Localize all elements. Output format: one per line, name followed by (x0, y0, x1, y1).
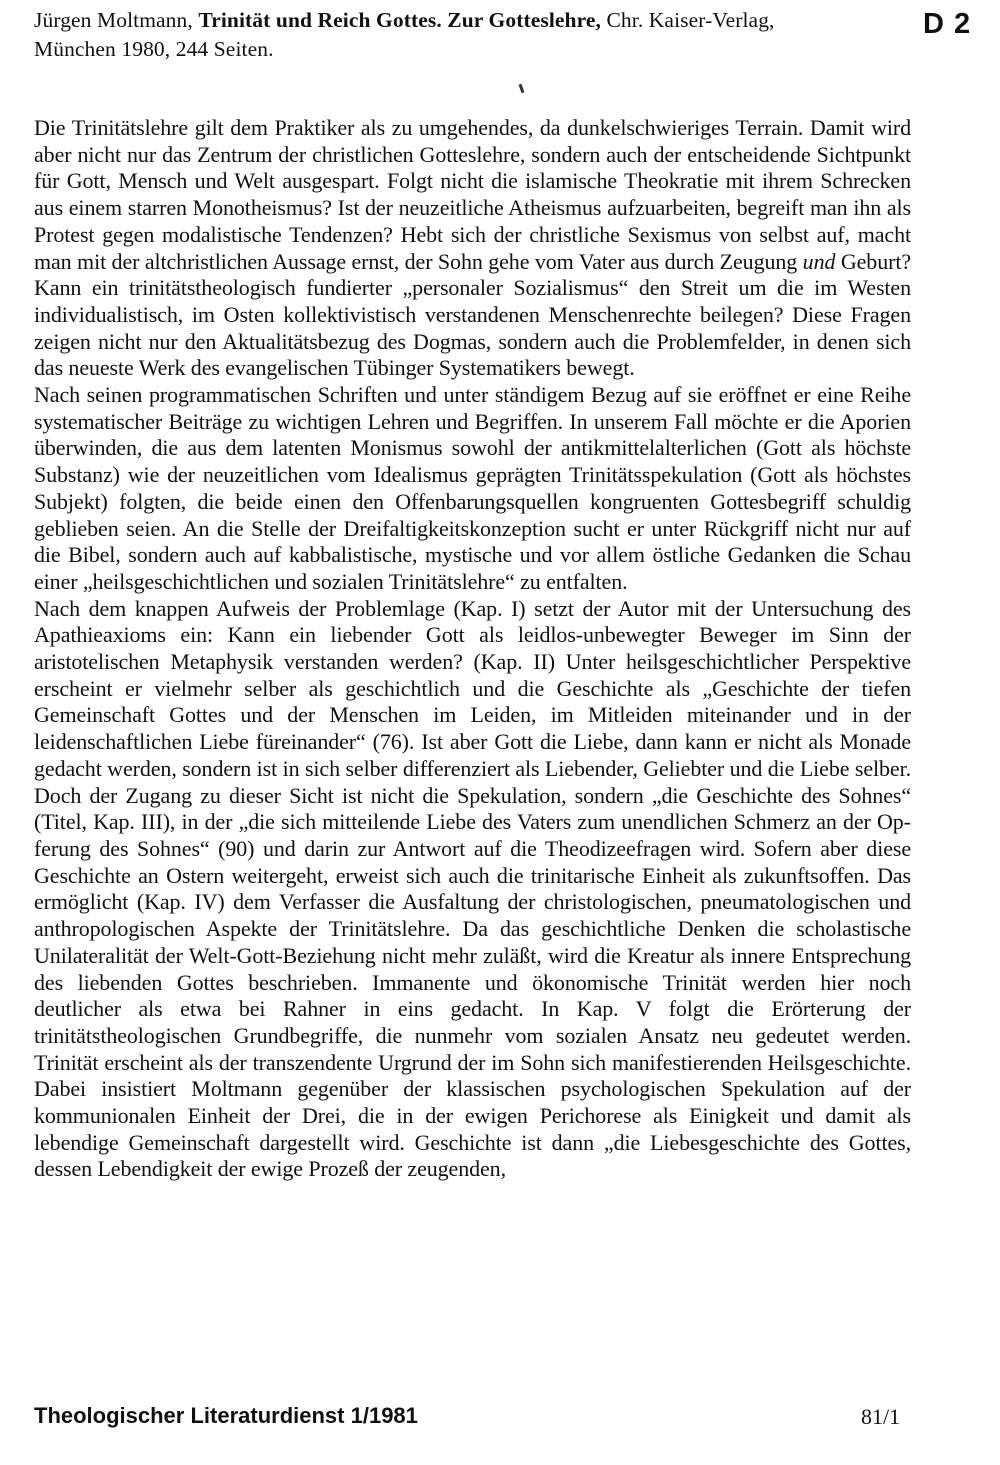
review-paragraph (34, 596, 911, 1183)
journal-footer: Theologischer Literaturdienst 1/1981 (34, 1403, 418, 1428)
review-paragraph (34, 382, 911, 596)
emphasis-text: und (802, 248, 836, 274)
citation-author: Jürgen Moltmann, (34, 8, 193, 32)
paragraph-text: Geburt? Kann ein trinitätstheologisch fundierter „personaler Sozialismus“ den Streit um die im Westen individualistisch, im Osten kollektivistisch verstandenen Menschenrechte beilegen? Diese Fragen zeigen nicht nur den Aktualitätsbezug des Dogmas, sondern auch die Problemfelder, in denen sich das neueste Werk des evangelischen Tübinger Systematikers bewegt. (34, 248, 912, 381)
citation-publisher: Chr. Kaiser-Verlag, (606, 8, 775, 32)
stray-mark (519, 84, 525, 93)
page-reference: 81/1 (861, 1404, 901, 1429)
review-paragraph (34, 115, 911, 382)
citation-place-year-pages: München 1980, 244 Seiten. (34, 37, 274, 61)
paragraph-text: Nach seinen programmatischen Schriften und unter ständigem Bezug auf sie eröffnet er eine Reihe systematischer Beiträge zu wichtigen Lehren und Begriffen. In unserem Fall möchte er die Aporien überwinden, die aus dem latenten Monismus sowohl der antikmittelalterlichen (Gott als höchste Substanz) wie der neuzeitlichen vom Idealismus geprägten Trinitätsspekulation (Gott als höchstes Subjekt) folgten, die beide einen den Offenbarungsquellen kongruenten Gottesbegriff schuldig geblieben seien. An die Stelle der Dreifaltigkeitskonzeption sucht er unter Rückgriff nicht nur auf die Bibel, sondern auch auf kabbalistische, mystische und vor allem östliche Gedanken die Schau einer „heilsgeschichtlichen und sozialen Trinitätslehre“ zu entfalten. (34, 382, 911, 594)
book-citation (34, 6, 914, 64)
paragraph-text: Nach dem knappen Aufweis der Problemlage (Kap. I) setzt der Autor mit der Untersuchung des Apathieaxioms ein: Kann ein liebender Gott als leidlos-unbewegter Beweger im Sinn der aristotelischen Metaphysik verstanden werden? (Kap. II) Unter heilsgeschichtlicher Perspektive erscheint er vielmehr selber als geschichtlich und die Geschichte als „Geschichte der tiefen Gemeinschaft Gottes und der Menschen im Leiden, im Mitleiden miteinander und in der leidenschaftlichen Liebe füreinander“ (76). Ist aber Gott die Liebe, dann kann er nicht als Monade gedacht werden, sondern ist in sich selber differenziert als Liebender, Geliebter und die Liebe selber. Doch der Zugang zu dieser Sicht ist nicht die Spekulation, sondern „die Geschichte des Sohnes“ (Titel, Kap. III), in der „die sich mitteilende Liebe des Vaters zum unendlichen Schmerz an der Opferung des Sohnes“ (90) und darin zur Antwort auf die Theodizeefragen wird. Sofern aber diese Geschichte an Ostern weitergeht, erweist sich auch die trinitarische Einheit als zukunftsoffen. Das ermöglicht (Kap. IV) dem Verfasser die Ausfaltung der christologischen, pneumatologischen und anthropologischen Aspekte der Trinitätslehre. Da das geschichtliche Denken die scholastische Unilateralität der Welt-Gott-Beziehung nicht mehr zuläßt, wird die Kreatur als innere Entsprechung des liebenden Gottes beschrieben. Immanente und ökonomische Trinität werden hier noch deutlicher als etwa bei Rahner in eins gedacht. In Kap. V folgt die Erörterung der trinitätstheologischen Grundbegriffe, die nunmehr vom sozialen Ansatz neu gedeutet werden. Trinität erscheint als der transzendente Urgrund der im Sohn sich manifestierenden Heilsgeschichte. Dabei insistiert Moltmann gegenüber der klassischen psychologischen Spekulation auf der kommunionalen Einheit der Drei, die in der ewigen Perichorese als Einigkeit und damit als lebendige Gemeinschaft dargestellt wird. Geschichte ist dann „die Liebesgeschichte des Gottes, dessen Lebendigkeit der ewige Prozeß der zeugenden, (34, 595, 911, 1182)
review-body (34, 115, 911, 1183)
citation-title: Trinität und Reich Gottes. Zur Gotteslehre, (198, 8, 601, 32)
paragraph-text: Die Trinitätslehre gilt dem Praktiker als zu umgehendes, da dunkelschwieriges Terrain. Damit wird aber nicht nur das Zentrum der christlichen Gotteslehre, sondern auch der entscheidende Sichtpunkt für Gott, Mensch und Welt ausgespart. Folgt nicht die islamische Theokratie mit ihrem Schrecken aus einem starren Monotheismus? Ist der neuzeitliche Atheismus aufzuarbeiten, begreift man ihn als Protest gegen modalistische Tendenzen? Hebt sich der christliche Sexismus von selbst auf, macht man mit der altchristlichen Aussage ernst, der Sohn gehe vom Vater aus durch Zeugung (34, 115, 911, 274)
section-code: D 2 (923, 8, 972, 40)
